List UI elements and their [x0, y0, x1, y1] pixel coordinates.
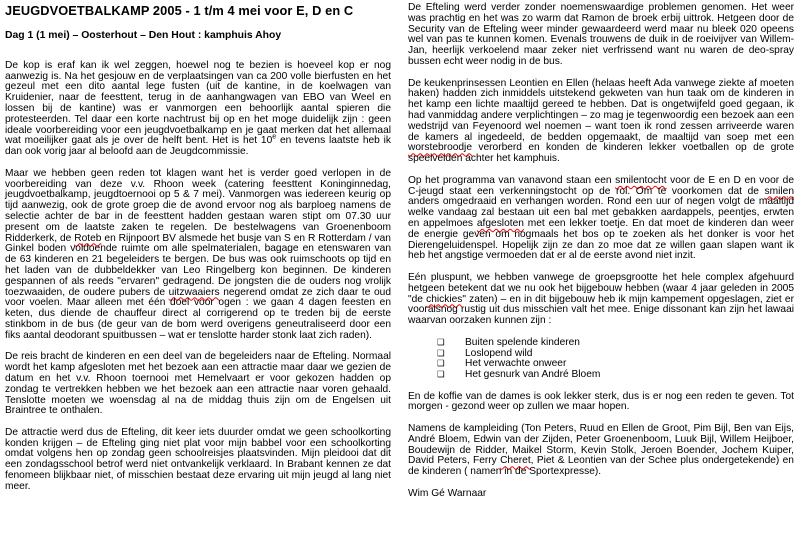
day-heading: Dag 1 (1 mei) – Oosterhout – Den Hout : kamphuis Ahoy: [5, 30, 282, 41]
right-paragraph-4: Eén pluspunt, we hebben vanwege de groepsgrootte het hele complex afgehuurd hetgeen betekent dat we nu ook het bijgebouw hebben (waar 4 jaar geleden in 2005 "de chickies" zaten) – en in dit bijgebouw heb ik mijn kampement opgeslagen, ziet er vooralsnog rustig uit dus misschien valt het mee. Enige dissonant kan zijn het lawaai waarvan oorzaken kunnen zijn :: [408, 271, 794, 327]
left-column: [5, 3, 391, 503]
square-bullet-icon: ❑: [437, 347, 445, 358]
left-paragraph-1: De kop is eraf kan ik wel zeggen, hoewel nog te bezien is hoeveel kop er nog aanwezig is. Na het gesjouw en de verplaatsingen van ca 200 volle bierfusten en het gezeul met een dito aantal lege fusten (uit de kantine, in de koelwagen van Kruidenier, naar de feesttent, terug in de aanhangwagen van EBO van Weel en lossen bij de kantine) was er vanmorgen een behoorlijk aantal spieren die protesteerden. Tel daar een korte nachtrust bij op en het moge duidelijk zijn : geen ideale voorbereiding voor een jeugdvoetbalkamp en je gaat merken dat het allemaal wat moeilijker gaat als je over de helft bent. Het is het 10e en tevens laatste heb ik dan ook vorig jaar al beloofd aan de Jeugdcommissie.: [5, 59, 392, 158]
right-paragraph-3: Op het programma van vanavond staan een smilentocht voor de E en D en voor de C-jeugd staat een verkenningstocht op de rol. Om te voorkomen dat de smilen anders omgedraaid en verhangen worden. Rond een uur of negen volgt de maaltijd welke vandaag zal bestaan uit een bal met gebakken aardappels, peentjes, erwten en appelmoes afgesloten met een lekker toetje. En dat moet de kinderen dan weer de energie geven om nogmaals het bos op te zoeken als het donker is voor het Dierengeluidenspel. Hopelijk zijn ze dan zo moe dat ze willen gaan slapen want ik heb het angstige vermoeden dat er al de eerste avond niet inzit.: [408, 174, 794, 262]
square-bullet-icon: ❑: [437, 336, 445, 347]
list-item-label: Het verwachte onweer: [465, 358, 567, 370]
list-item-label: Het gesnurk van André Bloem: [465, 369, 601, 381]
square-bullet-icon: ❑: [437, 358, 445, 369]
left-paragraph-2: Maar we hebben geen reden tot klagen want het is verder goed verlopen in de voorbereiding van deze v.v. Rhoon week (catering feesttent Koninginnedag, jeugdvoetbalkamp, jeugdtoernooi op 5 & 7 mei). Vanmorgen was iedereen keurig op tijd aanwezig, ook de grote groep die de avond ervoor nog als barploeg namens de selectie achter de bar in de feesttent hadden gestaan waren stipt om 07.30 uur present om de laatste zaken te regelen. De bestelwagens van Groenenboom Ridderkerk, de Roteb en Rijnpoort BV alsmede het busje van S en R Rotterdam / van Ginkel boden voldoende ruimte om alle spelmaterialen, bagage en etenswaren van de 63 kinderen en 21 begeleiders te bergen. De bus was ook ruimschoots op tijd en het laden van de dubbeldekker van Leo Ringelberg kon beginnen. De kinderen gespannen of als reeds "ervaren" gedragend. De jongsten die de ouders nog vrolijk toezwaaiden, de oudere pubers de uitzwaaiers negerend omdat ze zich daar te oud voor voelen. Maar alleen met één doel voor ogen : we gaan 4 dagen feesten en keten, dus diende de chauffeur direct al corrigerend op te treden bij de eerste stinkbom in de bus (de geur van de bom werd overigens geneutraliseerd door een fiks aantal deodorant spuitbussen – wat er tenslotte harder stonk laat zich raden).: [5, 167, 391, 341]
list-item-label: Loslopend wild: [465, 347, 533, 359]
list-item-label: Buiten spelende kinderen: [465, 336, 580, 348]
right-column: [408, 3, 794, 503]
signature: Wim Gé Warnaar: [408, 487, 487, 499]
right-paragraph-6: Namens de kampleiding (Ton Peters, Ruud en Ellen de Groot, Pim Bijl, Ben van Eijs, André Bloem, Edwin van der Zijden, Peter Groenenboom, Luuk Bijl, Willem Heijboer, Boudewijn de Ridder, Maikel Storm, Kevin Stolk, Jeroen Boender, Jochem Kuiper, David Peters, Ferry Cheret, Piet & Leontien van der Schee plus ondergetekende) en de kinderen ( namen in de Sportexpresse).: [408, 423, 794, 478]
left-paragraph-3: De reis bracht de kinderen en een deel van de begeleiders naar de Efteling. Normaal wordt het kamp afgesloten met het bezoek aan een attractie maar daar we gezien de datum en het v.v. Rhoon toernooi met Hemelvaart er voor gekozen hadden op zondag te vertrekken hebben we het bezoek aan een attractie naar voren gehaald. Tenslotte moeten we woensdag al na de middag thuis zijn om de Engelsen uit Braintree te onthalen.: [5, 351, 391, 417]
right-paragraph-5: En de koffie van de dames is ook lekker sterk, dus is er nog een reden te geven. Tot morgen - gezond weer op zullen we maar hopen.: [408, 390, 794, 413]
noise-causes-list: [408, 338, 794, 381]
left-paragraph-4: De attractie werd dus de Efteling, dit keer iets duurder omdat we geen schoolkorting konden krijgen – de Efteling ging niet plat voor mijn babbel voor een schoolkorting omdat volgens hen op zondag geen schoolreisjes plaatsvinden. Mijn pleidooi dat dit een zondagsschool betrof werd niet ontvankelijk verklaard. In Brabant kennen ze dat fenomeen blijkbaar niet, of misschien bestaat deze ervaring uit mijn jeugd al lang niet meer.: [5, 426, 391, 492]
right-paragraph-2: De keukenprinsessen Leontien en Ellen (helaas heeft Ada vanwege ziekte af moeten haken) hadden zich inmiddels uitstekend gekweten van hun taak om de kinderen in het kamp een lichte maaltijd gereed te hebben. Dat is ongetwijfeld goed gegaan, ik had vanmiddag andere verplichtingen – zo mag je tegenwoordig een bezoek aan een wedstrijd van Feyenoord wel noemen – want toen ik rond zessen arriveerde waren de kamers al ingedeeld, de bedden opgemaakt, de maaltijd van soep met een worstebroodje verorberd en konden de kinderen lekker voetballen op de grote speelvelden achter het kamphuis.: [408, 77, 794, 165]
right-paragraph-1: De Efteling werd verder zonder noemenswaardige problemen genomen. Het weer was prachtig en het was zo warm dat Ramon de broek erbij uittrok. Hetgeen door de Security van de Efteling weer minder gewaardeerd werd maar nu bleek 020 opeens wel van pas te kunnen komen. Evenals trouwens de duik in de roeivijver van Willem-Jan, heerlijk verkoelend maar zeker niet verfrissend want nu waren de deo-spray bussen echt weer nodig in de bus.: [408, 2, 794, 67]
square-bullet-icon: ❑: [437, 369, 445, 380]
list-item: [408, 370, 794, 381]
document-title: JEUGDVOETBALKAMP 2005 - 1 t/m 4 mei voor E, D en C: [5, 3, 354, 18]
